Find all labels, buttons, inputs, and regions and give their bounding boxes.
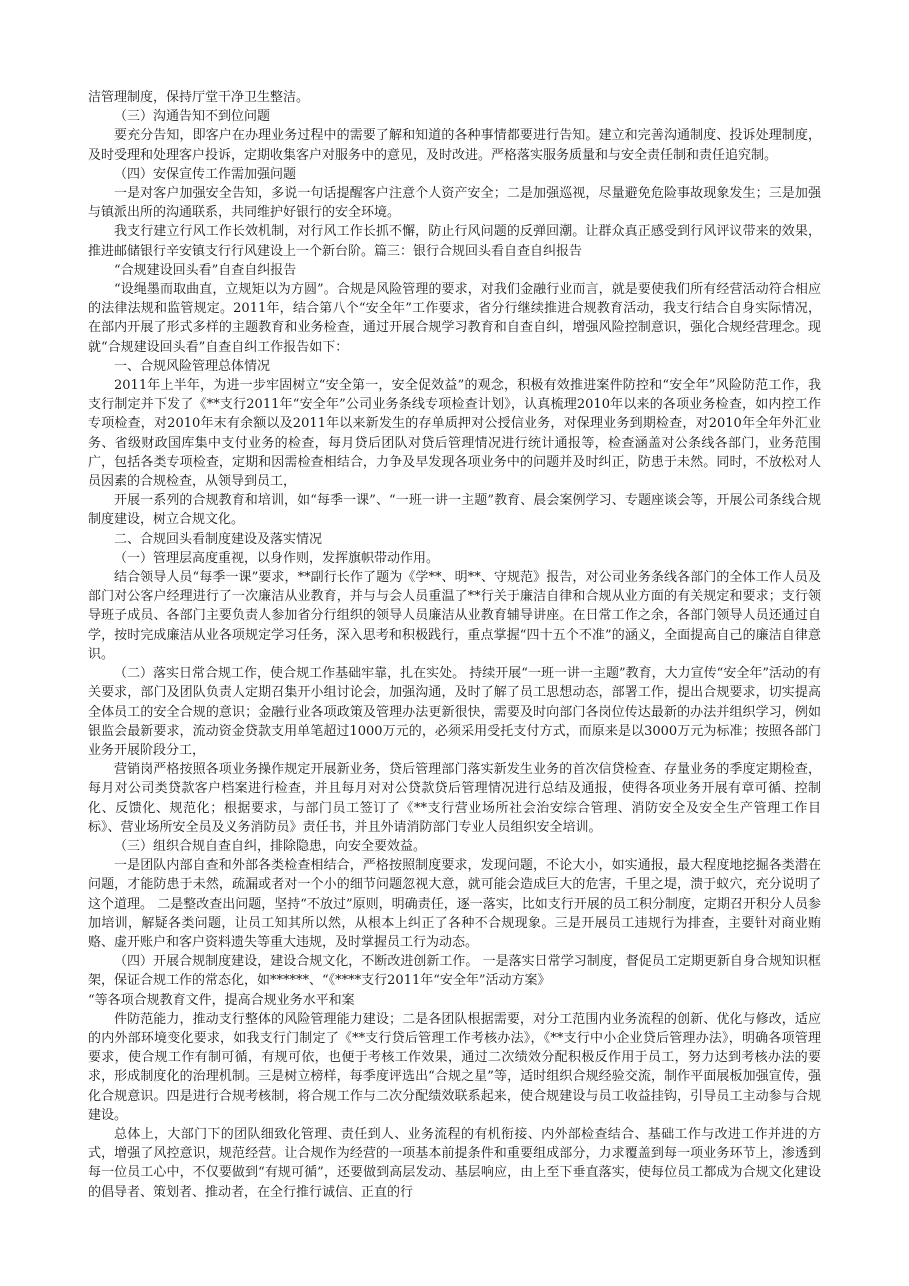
document-paragraph: 开展一系列的合规教育和培训，如“每季一课”、“一班一讲一主题”教育、晨会案例学习、专题座谈会等，开展公司条线合规制度建设，树立合规文化。 [88, 493, 821, 528]
document-paragraph: 件防范能力，推动支行整体的风险管理能力建设；二是各团队根据需要，对分工范围内业务流程的创新、优化与修改，适应的内外部环境变化要求，如我支行门制定了《**支行贷后管理工作考核办法》，《**支行中小企业贷后管理办法》，明确各项管理要求，使合规工作有制可循，有规可依，也便于考核工作效果，通过二次绩效分配积极反作用于员工，努力达到考核办法的要求，形成制度化的治理机制。三是树立榜样，每季度评选出“合规之星”等，适时组织合规经验交流，制作平面展板加强宣传，强化合规意识。四是进行合规考核制，将合规工作与二次分配绩效联系起来，使合规建设与员工收益挂钩，引导员工主动参与合规建设。 [88, 1011, 821, 1123]
document-paragraph: （一）管理层高度重视，以身作则，发挥旗帜带动作用。 [114, 550, 440, 566]
document-paragraph: 结合领导人员“每季一课”要求，**副行长作了题为《学**、明**、守规范》报告，对公司业务条线各部门的全体工作人员及部门对公客户经理进行了一次廉洁从业教育，并与与会人员重温了**行关于廉洁自律和合规从业方面的有关规定和要求；支行领导班子成员、各部门主要负责人参加省分行组织的领导人员廉洁从业教育辅导讲座。在日常工作之余，各部门领导人员还通过自学，按时完成廉洁从业各项规定学习任务，深入思考和积极践行，重点掌握“四十五个不准”的涵义，全面提高自己的廉洁自律意识。 [88, 570, 821, 662]
document-paragraph: 我支行建立行风工作长效机制，对行风工作长抓不懈，防止行风问题的反弹回潮。让群众真正感受到行风评议带来的效果，推进邮储银行辛安镇支行行风建设上一个新台阶。篇三：银行合规回头看自查自纠报告 [88, 224, 821, 259]
document-paragraph: “设绳墨而取曲直，立规矩以为方圆”。合规是风险管理的要求，对我们金融行业而言，就是要使我们所有经营活动符合相应的法律法规和监管规定。2011年，结合第八个“安全年”工作要求，省分行继续推进合规教育活动，我支行结合自身实际情况，在部内开展了形式多样的主题教育和业务检查，通过开展合规学习教育和自查自纠，增强风险控制意识，强化合规经营理念。现就“合规建设回头看”自查自纠工作报告如下： [88, 282, 821, 355]
document-paragraph: “合规建设回头看”自查自纠报告 [114, 262, 297, 278]
document-paragraph: 总体上，大部门下的团队细致化管理、责任到人、业务流程的有机衔接、内外部检查结合、基础工作与改进工作并进的方式，增强了风控意识，规范经营。让合规作为经营的一项基本前提条件和重要组成部分，力求覆盖到每一项业务环节上，渗透到每一位员工心中，不仅要做到“有规可循”，还要做到高层发动、基层响应，由上至下垂直落实，使每位员工都成为合规文化建设的倡导者、策划者、推动者，在全行推行诚信、正直的行 [88, 1126, 821, 1200]
document-paragraph: 洁管理制度，保持厅堂干净卫生整洁。 [88, 90, 310, 105]
document-paragraph: 2011年上半年，为进一步牢固树立“安全第一，安全促效益”的观念，积极有效推进案件防控和“安全年”风险防范工作，我支行制定并下发了《**支行2011年“安全年”公司业务条线专项检查计划》，认真梳理2010年以来的各项业务检查，如内控工作专项检查，对2010年末有余额以及2011年以来新发生的存单质押对公授信业务，对保理业务到期检查，对2010年全年外汇业务、省级财政国库集中支付业务的检查，每月贷后团队对贷后管理情况进行统计通报等，检查涵盖对公条线各部门，业务范围广，包括各类专项检查，定期和因需检查相结合，力争及早发现各项业务中的问题并及时纠正，防患于未然。同时，不放松对人员因素的合规检查，从领导到员工， [88, 378, 821, 490]
document-paragraph: 要充分告知，即客户在办理业务过程中的需要了解和知道的各种事情都要进行告知。建立和完善沟通制度、投诉处理制度，及时受理和处理客户投诉，定期收集客户对服务中的意见，及时改进。严格落实服务质量和与安全责任制和责任追究制。 [88, 128, 821, 163]
document-paragraph: 一是对客户加强安全告知，多说一句话提醒客户注意个人资产安全；二是加强巡视，尽量避免危险事故现象发生；三是加强与镇派出所的沟通联系，共同维护好银行的安全环境。 [88, 186, 821, 221]
document-paragraph: （二）落实日常合规工作，使合规工作基础牢靠，扎在实处。 持续开展“一班一讲一主题”教育，大力宣传“安全年”活动的有关要求，部门及团队负责人定期召集开小组讨论会，加强沟通，及时了解了员工思想动态，部署工作，提出合规要求，切实提高全体员工的安全合规的意识；金融行业各项政策及管理办法更新很快，需要及时向部门各岗位传达最新的办法并组织学习，例如银监会最新要求，流动资金贷款支用单笔超过1000万元的，必须采用受托支付方式，而原来是以3000万元为标准；按照各部门业务开展阶段分工， [88, 666, 821, 758]
document-paragraph: 一、合规风险管理总体情况 [114, 358, 271, 374]
document-paragraph: （四）开展合规制度建设，建设合规文化，不断改进创新工作。 一是落实日常学习制度，督促员工定期更新自身合规知识框架，保证合规工作的常态化，如******、“《****支行2011年“安全年”活动方案》 [88, 954, 821, 989]
document-paragraph: （四）安保宣传工作需加强问题 [114, 166, 297, 182]
document-paragraph: （三）沟通告知不到位问题 [114, 109, 271, 125]
document-body [88, 88, 821, 1202]
document-paragraph: （三）组织合规自查自纠，排除隐患，向安全要效益。 [114, 838, 427, 854]
document-paragraph: 一是团队内部自查和外部各类检查相结合，严格按照制度要求，发现问题，不论大小，如实通报，最大程度地挖掘各类潜在问题，才能防患于未然，疏漏或者对一个小的细节问题忽视大意，就可能会造成巨大的危害，千里之堤，溃于蚁穴，充分说明了这个道理。 二是整改查出问题，坚持“不放过”原则，明确责任，逐一落实，比如支行开展的员工积分制度，定期召开积分人员参加培训，解疑各类问题，让员工知其所以然，从根本上纠正了各种不合规现象。三是开展员工违规行为排查，主要针对商业贿赂、虚开账户和客户资料遗失等重大违规，及时掌握员工行为动态。 [88, 858, 821, 950]
document-paragraph: 二、合规回头看制度建设及落实情况 [114, 531, 323, 547]
document-paragraph: 营销岗严格按照各项业务操作规定开展新业务，贷后管理部门落实新发生业务的首次信贷检查、存量业务的季度定期检查，每月对公司类贷款客户档案进行检查，并且每月对对公贷款贷后管理情况进行总结及通报，使得各项业务开展有章可循、控制化、反馈化、规范化；根据要求，与部门员工签订了《**支行营业场所社会治安综合管理、消防安全及安全生产管理工作目标》、营业场所安全员及义务消防员》责任书，并且外请消防部门专业人员组织安全培训。 [88, 762, 821, 835]
document-paragraph: “等各项合规教育文件，提高合规业务水平和案 [88, 992, 355, 1008]
